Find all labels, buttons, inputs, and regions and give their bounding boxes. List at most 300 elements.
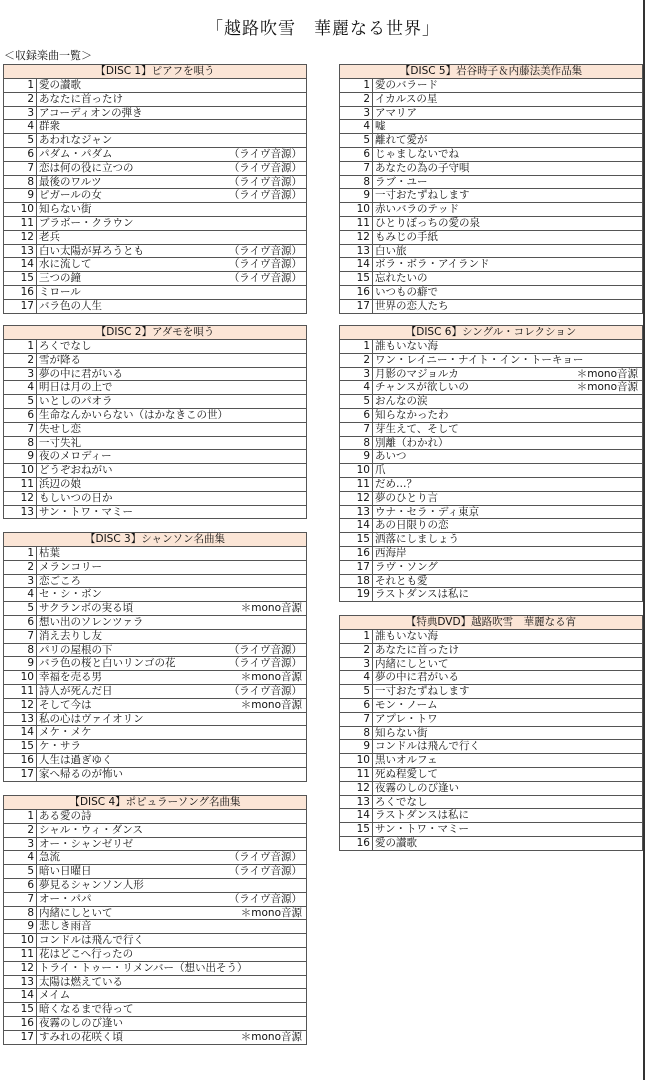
track-number: 8 <box>4 644 37 657</box>
track-note <box>302 120 306 133</box>
track-row <box>4 561 306 575</box>
track-number: 7 <box>340 162 373 175</box>
track-number: 5 <box>340 134 373 147</box>
track-row <box>340 286 642 300</box>
track-row <box>4 1003 306 1017</box>
track-row <box>340 699 642 713</box>
track-number: 14 <box>4 989 37 1002</box>
track-row <box>4 93 306 107</box>
track-title: 一寸失礼 <box>39 436 81 449</box>
track-title: パリの屋根の下 <box>39 643 113 656</box>
track-row <box>340 450 642 464</box>
track-number: 4 <box>4 588 37 601</box>
track-title: 夢の中に君がいる <box>375 671 459 684</box>
track-note: （ライヴ音源） <box>228 147 302 160</box>
track-note <box>302 962 306 975</box>
track-row <box>4 934 306 948</box>
track-title: いとしのパオラ <box>39 395 113 408</box>
track-note <box>638 423 642 436</box>
track-row <box>340 245 642 259</box>
track-title: 別離（わかれ） <box>375 436 449 449</box>
track-row <box>340 823 642 837</box>
track-row <box>340 519 642 533</box>
track-number: 4 <box>4 851 37 864</box>
track-number: 9 <box>340 450 373 463</box>
track-row <box>340 354 642 368</box>
track-number: 5 <box>4 395 37 408</box>
track-row <box>340 561 642 575</box>
track-title: 失せし恋 <box>39 422 81 435</box>
track-number: 6 <box>4 616 37 629</box>
track-number: 9 <box>4 657 37 670</box>
track-title: ある愛の詩 <box>39 810 92 822</box>
track-row <box>4 754 306 768</box>
track-number: 13 <box>340 796 373 809</box>
track-title: 誰もいない海 <box>375 630 438 642</box>
track-number: 5 <box>4 134 37 147</box>
track-row <box>4 713 306 727</box>
track-note <box>638 340 642 353</box>
track-note <box>302 989 306 1002</box>
track-note <box>302 107 306 120</box>
track-title: 愛の讃歌 <box>375 836 417 849</box>
track-title: メケ・メケ <box>39 726 92 739</box>
track-number: 10 <box>340 203 373 216</box>
track-number: 6 <box>4 409 37 422</box>
track-row <box>4 395 306 409</box>
track-title: 雪が降る <box>39 353 81 366</box>
track-title: あいつ <box>375 450 407 463</box>
track-number: 3 <box>4 838 37 851</box>
track-note <box>638 217 642 230</box>
track-note: （ライヴ音源） <box>228 258 302 271</box>
track-note <box>302 217 306 230</box>
track-title: 赤いバラのテッド <box>375 203 459 216</box>
track-number: 7 <box>4 423 37 436</box>
track-note <box>638 630 642 643</box>
track-note: ＊mono音源 <box>576 367 638 380</box>
track-title: 詩人が死んだ日 <box>39 684 113 697</box>
track-number: 10 <box>4 671 37 684</box>
track-row <box>4 189 306 203</box>
track-note: ＊mono音源 <box>240 602 302 615</box>
track-row <box>4 657 306 671</box>
track-title: 浜辺の娘 <box>39 477 81 490</box>
track-title: 白い旅 <box>375 244 407 257</box>
track-note <box>638 258 642 271</box>
track-note <box>302 79 306 92</box>
track-row <box>4 300 306 314</box>
track-note <box>302 300 306 313</box>
track-row <box>4 162 306 176</box>
track-row <box>4 726 306 740</box>
track-row <box>340 685 642 699</box>
track-title: 太陽は燃えている <box>39 975 123 988</box>
track-title: あなたに首ったけ <box>39 92 123 105</box>
track-note <box>638 120 642 133</box>
track-number: 1 <box>4 79 37 92</box>
track-title: 夢のひとり言 <box>375 491 438 504</box>
page-title: 「越路吹雪 華麗なる世界」 <box>206 19 440 39</box>
track-note <box>638 203 642 216</box>
track-number: 6 <box>340 148 373 161</box>
track-row <box>4 286 306 300</box>
track-number: 17 <box>4 1031 37 1044</box>
track-title: 知らない街 <box>39 203 92 216</box>
track-number: 17 <box>4 768 37 781</box>
track-row <box>4 893 306 907</box>
track-note <box>638 245 642 258</box>
track-note <box>638 796 642 809</box>
track-note <box>302 492 306 505</box>
track-row <box>340 258 642 272</box>
track-row <box>340 134 642 148</box>
track-title: バラ色の人生 <box>39 299 102 312</box>
track-note <box>638 107 642 120</box>
track-note <box>302 713 306 726</box>
track-number: 7 <box>4 893 37 906</box>
track-title: 内緒にしといて <box>39 906 113 919</box>
track-title: 人生は過ぎゆく <box>39 753 113 766</box>
track-number: 16 <box>340 547 373 560</box>
track-title: すみれの花咲く頃 <box>39 1030 123 1043</box>
track-title: 白い太陽が昇ろうとも <box>39 244 144 257</box>
track-title: 月影のマジョルカ <box>375 367 459 380</box>
track-number: 3 <box>340 368 373 381</box>
track-row <box>340 588 642 602</box>
track-number: 2 <box>4 824 37 837</box>
track-note: （ライヴ音源） <box>228 643 302 656</box>
track-title: サン・トワ・マミー <box>375 823 469 836</box>
track-note <box>638 506 642 519</box>
track-title: 急流 <box>39 851 60 864</box>
track-title: 暗い日曜日 <box>39 865 92 878</box>
track-row <box>340 340 642 354</box>
track-note <box>302 286 306 299</box>
track-number: 5 <box>4 865 37 878</box>
track-note <box>302 824 306 837</box>
track-row <box>340 727 642 741</box>
track-row <box>4 450 306 464</box>
track-title: モン・ノーム <box>375 698 438 711</box>
track-number: 4 <box>340 120 373 133</box>
track-note: （ライヴ音源） <box>228 244 302 257</box>
track-note <box>302 934 306 947</box>
track-number: 11 <box>4 685 37 698</box>
track-note <box>638 492 642 505</box>
track-row <box>340 300 642 314</box>
track-title: オー・シャンゼリゼ <box>39 837 134 850</box>
track-note <box>638 134 642 147</box>
track-title: イカルスの星 <box>375 92 438 105</box>
track-note <box>638 189 642 202</box>
track-number: 6 <box>340 409 373 422</box>
track-row <box>340 658 642 672</box>
track-number: 11 <box>340 478 373 491</box>
track-number: 16 <box>4 1017 37 1030</box>
track-title: 水に流して <box>39 258 92 271</box>
track-title: 西海岸 <box>375 546 407 559</box>
track-note <box>302 588 306 601</box>
track-number: 8 <box>4 176 37 189</box>
track-number: 6 <box>4 879 37 892</box>
track-row <box>4 879 306 893</box>
track-title: ひとりぼっちの愛の泉 <box>375 216 480 229</box>
track-number: 3 <box>4 575 37 588</box>
track-row <box>340 368 642 382</box>
track-row <box>340 478 642 492</box>
track-number: 4 <box>4 120 37 133</box>
track-number: 16 <box>4 754 37 767</box>
track-number: 3 <box>4 368 37 381</box>
track-number: 2 <box>340 644 373 657</box>
disc-table-disc5 <box>339 64 643 314</box>
track-row <box>340 768 642 782</box>
track-row <box>340 506 642 520</box>
track-note <box>638 533 642 546</box>
track-note <box>638 409 642 422</box>
track-title: 生命なんかいらない（はかなきこの世） <box>39 408 228 421</box>
track-note <box>638 286 642 299</box>
track-row <box>340 217 642 231</box>
track-title: ブラボー・クラウン <box>39 216 134 229</box>
track-title: 一寸おたずねします <box>375 189 470 202</box>
track-number: 12 <box>340 782 373 795</box>
track-note <box>638 395 642 408</box>
track-row <box>4 79 306 93</box>
track-note <box>302 920 306 933</box>
track-row <box>4 437 306 451</box>
track-title: コンドルは飛んで行く <box>39 934 144 947</box>
track-row <box>340 796 642 810</box>
track-note <box>638 437 642 450</box>
track-title: 恋ごころ <box>39 574 81 587</box>
track-title: 愛のバラード <box>375 79 438 91</box>
track-row <box>340 381 642 395</box>
track-note <box>638 754 642 767</box>
track-note <box>302 478 306 491</box>
track-number: 3 <box>340 107 373 120</box>
track-title: 恋は何の役に立つの <box>39 161 134 174</box>
track-row <box>340 79 642 93</box>
track-title: メランコリー <box>39 560 102 573</box>
track-number: 9 <box>340 189 373 202</box>
track-row <box>4 506 306 520</box>
track-note <box>302 368 306 381</box>
track-number: 17 <box>340 561 373 574</box>
track-number: 4 <box>4 381 37 394</box>
track-title: パダム・パダム <box>39 147 113 160</box>
track-note <box>302 810 306 823</box>
track-row <box>4 699 306 713</box>
track-row <box>340 782 642 796</box>
track-row <box>340 107 642 121</box>
track-row <box>4 740 306 754</box>
track-note <box>302 203 306 216</box>
track-row <box>340 203 642 217</box>
track-row <box>4 478 306 492</box>
track-number: 15 <box>4 1003 37 1016</box>
track-title: ろくでなし <box>375 795 428 808</box>
track-number: 14 <box>340 519 373 532</box>
track-title: あわれなジャン <box>39 134 113 147</box>
track-row <box>4 547 306 561</box>
track-note <box>302 754 306 767</box>
track-number: 14 <box>340 258 373 271</box>
track-row <box>340 93 642 107</box>
track-row <box>340 575 642 589</box>
track-note <box>302 340 306 353</box>
track-number: 8 <box>340 727 373 740</box>
track-row <box>4 409 306 423</box>
track-number: 10 <box>340 464 373 477</box>
track-note <box>638 768 642 781</box>
track-title: 愛の讃歌 <box>39 79 81 91</box>
track-note <box>302 450 306 463</box>
track-note <box>638 547 642 560</box>
track-row <box>4 588 306 602</box>
track-number: 15 <box>340 272 373 285</box>
disc-header: 【DISC 4】ポピュラーソング名曲集 <box>4 796 306 810</box>
track-number: 9 <box>340 740 373 753</box>
track-title: 幸福を売る男 <box>39 671 102 684</box>
track-number: 7 <box>4 630 37 643</box>
track-row <box>340 437 642 451</box>
track-title: サクランボの実る頃 <box>39 602 134 615</box>
track-row <box>340 162 642 176</box>
track-number: 13 <box>340 506 373 519</box>
track-note: ＊mono音源 <box>240 671 302 684</box>
track-title: 最後のワルツ <box>39 175 102 188</box>
track-title: 世界の恋人たち <box>375 299 449 312</box>
track-title: ラヴ・ソング <box>375 560 438 573</box>
track-row <box>4 851 306 865</box>
track-note <box>638 671 642 684</box>
track-row <box>4 368 306 382</box>
track-row <box>4 245 306 259</box>
track-note <box>638 464 642 477</box>
track-note <box>302 740 306 753</box>
track-row <box>4 231 306 245</box>
track-row <box>4 644 306 658</box>
track-number: 1 <box>4 810 37 823</box>
track-title: ラブ・ユー <box>375 175 428 188</box>
track-title: 私の心はヴァイオリン <box>39 712 144 725</box>
track-note <box>302 506 306 519</box>
track-number: 8 <box>4 907 37 920</box>
track-note: （ライヴ音源） <box>228 175 302 188</box>
track-title: バラ色の桜と白いリンゴの花 <box>39 657 176 670</box>
track-row <box>340 837 642 851</box>
track-title: 消え去りし友 <box>39 629 102 642</box>
track-row <box>4 630 306 644</box>
track-note <box>302 726 306 739</box>
track-note: （ライヴ音源） <box>228 684 302 697</box>
track-number: 10 <box>4 203 37 216</box>
track-row <box>4 1031 306 1045</box>
track-title: 黒いオルフェ <box>375 754 438 767</box>
track-number: 9 <box>4 450 37 463</box>
track-note <box>302 879 306 892</box>
track-number: 14 <box>4 726 37 739</box>
track-row <box>4 976 306 990</box>
track-number: 12 <box>4 962 37 975</box>
track-title: 芽生えて、そして <box>375 422 459 435</box>
track-note <box>302 838 306 851</box>
track-note <box>302 948 306 961</box>
track-row <box>4 810 306 824</box>
track-row <box>4 340 306 354</box>
disc-header: 【DISC 3】シャンソン名曲集 <box>4 533 306 547</box>
track-title: ワン・レイニー・ナイト・イン・トーキョー <box>375 353 584 366</box>
track-row <box>4 671 306 685</box>
track-title: もしいつの日か <box>39 491 113 504</box>
track-title: メイム <box>39 989 71 1002</box>
track-note <box>638 713 642 726</box>
track-title: 知らなかったわ <box>375 408 449 421</box>
track-row <box>340 409 642 423</box>
track-title: 嘘 <box>375 120 386 133</box>
track-number: 13 <box>4 976 37 989</box>
disc-header: 【DISC 2】アダモを唄う <box>4 326 306 340</box>
track-note <box>302 423 306 436</box>
track-row <box>340 713 642 727</box>
track-row <box>4 423 306 437</box>
track-title: 家へ帰るのが怖い <box>39 767 123 780</box>
track-note <box>638 740 642 753</box>
track-note <box>638 561 642 574</box>
track-number: 2 <box>340 93 373 106</box>
track-number: 12 <box>340 492 373 505</box>
track-note <box>302 1003 306 1016</box>
track-title: あなたの為の子守唄 <box>375 161 470 174</box>
track-row <box>340 547 642 561</box>
track-number: 8 <box>340 437 373 450</box>
track-row <box>4 602 306 616</box>
track-note <box>302 381 306 394</box>
track-number: 3 <box>4 107 37 120</box>
track-row <box>4 120 306 134</box>
track-note <box>302 976 306 989</box>
track-note <box>302 93 306 106</box>
track-title: じゃましないでね <box>375 147 459 160</box>
track-row <box>4 824 306 838</box>
track-row <box>340 464 642 478</box>
track-row <box>4 838 306 852</box>
track-row <box>4 203 306 217</box>
track-note <box>638 837 642 850</box>
track-title: チャンスが欲しいの <box>375 381 469 394</box>
track-number: 13 <box>4 506 37 519</box>
track-row <box>340 176 642 190</box>
track-row <box>340 272 642 286</box>
track-row <box>340 189 642 203</box>
track-title: ウナ・セラ・ディ東京 <box>375 505 480 518</box>
track-title: 爪 <box>375 464 386 477</box>
disc-header: 【特典DVD】越路吹雪 華麗なる宵 <box>340 616 642 630</box>
track-number: 12 <box>4 492 37 505</box>
track-title: ミロール <box>39 285 81 298</box>
track-number: 17 <box>4 300 37 313</box>
track-title: もみじの手紙 <box>375 230 438 243</box>
track-note <box>638 231 642 244</box>
track-number: 5 <box>4 602 37 615</box>
disc-table-dvd <box>339 615 643 851</box>
disc-table-disc6 <box>339 325 643 602</box>
track-row <box>4 492 306 506</box>
track-number: 3 <box>340 658 373 671</box>
track-row <box>4 176 306 190</box>
